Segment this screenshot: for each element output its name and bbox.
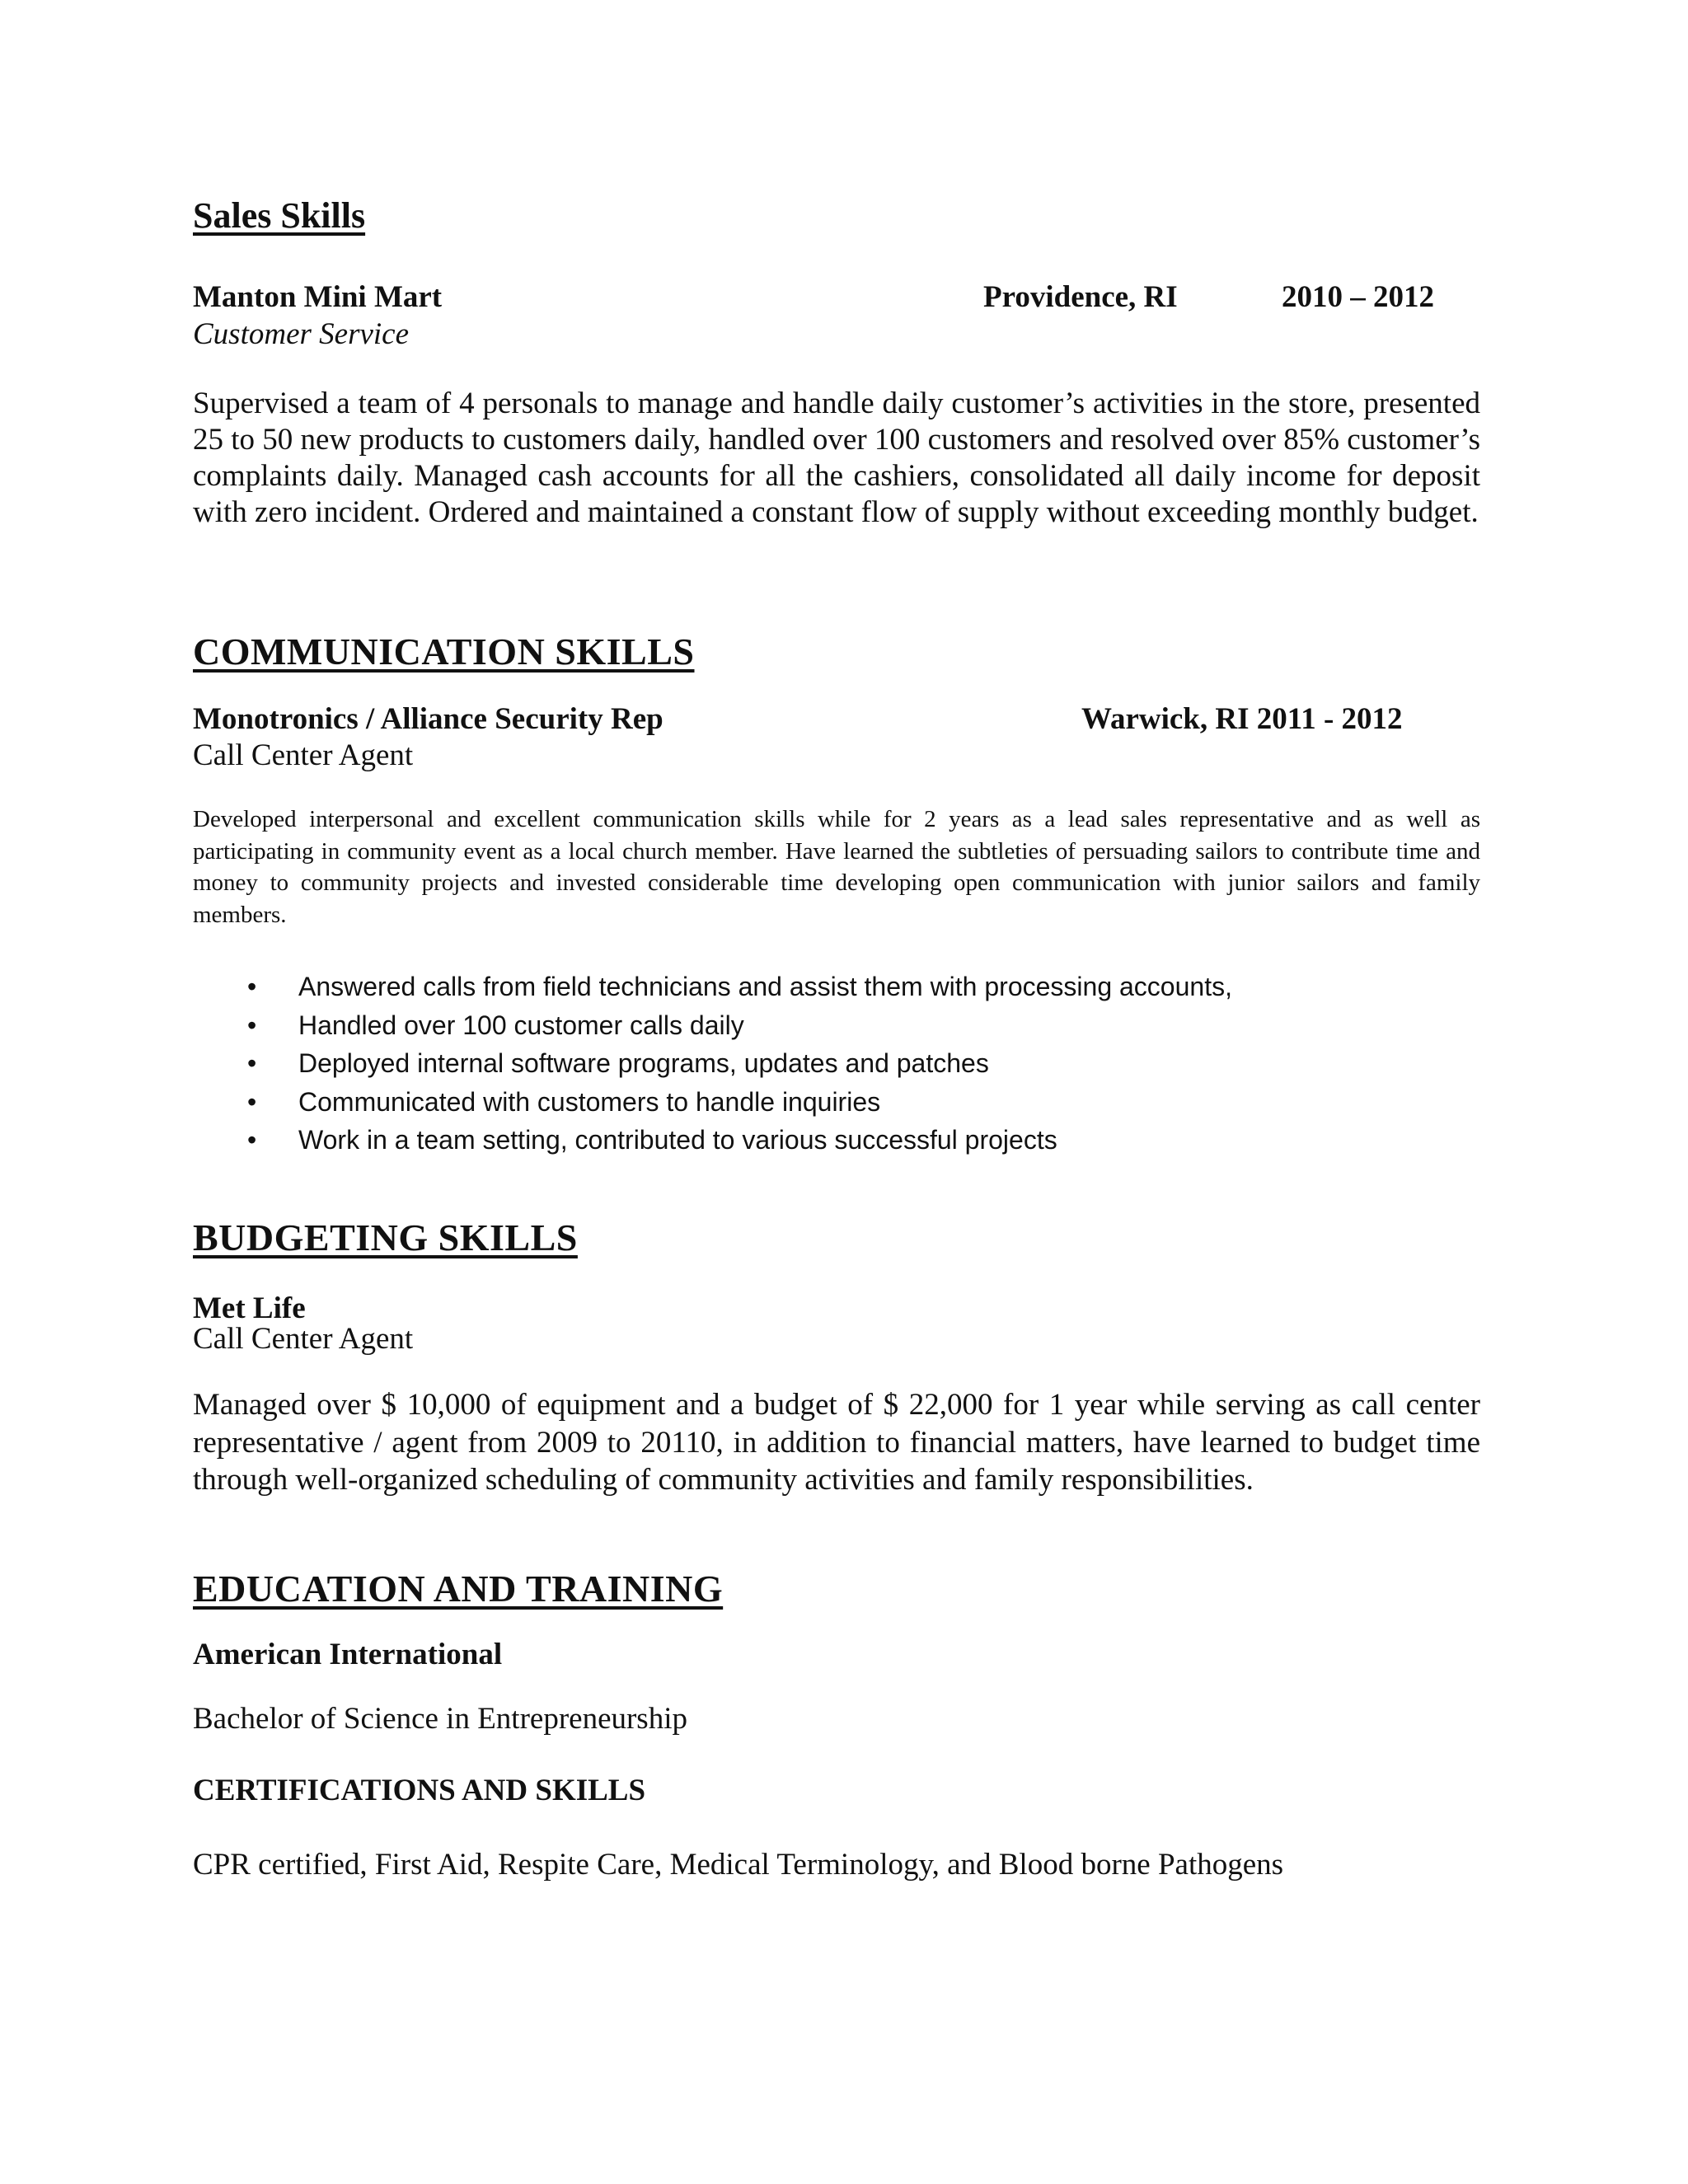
budgeting-description: Managed over $ 10,000 of equipment and a budget of $ 22,000 for 1 year while serving as call center representative / agent from 2009 to 20110, in addition to financial matters, have learned to budget time through well-organized scheduling of community activities and family responsibilities. — [193, 1388, 1480, 1497]
bullet-text: Answered calls from field technicians and assist them with processing accounts, — [298, 972, 1232, 1001]
bullet-symbol: • — [247, 1125, 257, 1155]
communication-location-dates: Warwick, RI 2011 - 2012 — [1081, 702, 1403, 736]
sales-dates: 2010 – 2012 — [1282, 280, 1434, 314]
communication-role: Call Center Agent — [193, 738, 414, 772]
bullet-symbol: • — [247, 972, 257, 1001]
certifications-list: CPR certified, First Aid, Respite Care, Medical Terminology, and Blood borne Pathogens — [193, 1848, 1284, 1882]
sales-role: Customer Service — [193, 317, 410, 351]
bullet-item — [247, 968, 1232, 1006]
certifications-heading: CERTIFICATIONS AND SKILLS — [193, 1774, 646, 1807]
communication-bullet-list — [247, 968, 1232, 1160]
bullet-item — [247, 1083, 1232, 1122]
communication-skills-heading: COMMUNICATION SKILLS — [193, 630, 695, 673]
budgeting-org-name: Met Life — [193, 1291, 306, 1325]
education-degree: Bachelor of Science in Entrepreneurship — [193, 1702, 687, 1736]
bullet-text: Communicated with customers to handle inquiries — [298, 1086, 881, 1117]
sales-skills-heading: Sales Skills — [193, 195, 366, 236]
bullet-item — [247, 1121, 1232, 1160]
bullet-text: Work in a team setting, contributed to various successful projects — [298, 1125, 1057, 1155]
budgeting-skills-heading: BUDGETING SKILLS — [193, 1216, 578, 1258]
bullet-text: Handled over 100 customer calls daily — [298, 1010, 744, 1040]
sales-org-name: Manton Mini Mart — [193, 280, 443, 314]
sales-description: Supervised a team of 4 personals to manage and handle daily customer’s activities in the store, presented 25 to 50 new products to customers daily, handled over 100 customers and resolved over 85% customer’s complaints daily. Managed cash accounts for all the cashiers, consolidated all daily income for deposit with zero incident. Ordered and maintained a constant flow of supply without exceeding monthly budget. — [193, 387, 1480, 529]
budgeting-role: Call Center Agent — [193, 1322, 414, 1356]
sales-location: Providence, RI — [983, 280, 1178, 314]
bullet-item — [247, 1044, 1232, 1083]
bullet-symbol: • — [247, 1086, 257, 1117]
bullet-item — [247, 1006, 1232, 1045]
bullet-text: Deployed internal software programs, updates and patches — [298, 1048, 989, 1078]
communication-description: Developed interpersonal and excellent communication skills while for 2 years as a lead sales representative and as well as participating in community event as a local church member. Have learned the subtleties of persuading sailors to contribute time and money to community projects and invested considerable time developing open communication with junior sailors and family members. — [193, 806, 1480, 928]
bullet-symbol: • — [247, 1048, 257, 1078]
communication-org-name: Monotronics / Alliance Security Rep — [193, 702, 663, 736]
bullet-symbol: • — [247, 1010, 257, 1040]
education-school: American International — [193, 1638, 503, 1671]
education-heading: EDUCATION AND TRAINING — [193, 1568, 724, 1610]
